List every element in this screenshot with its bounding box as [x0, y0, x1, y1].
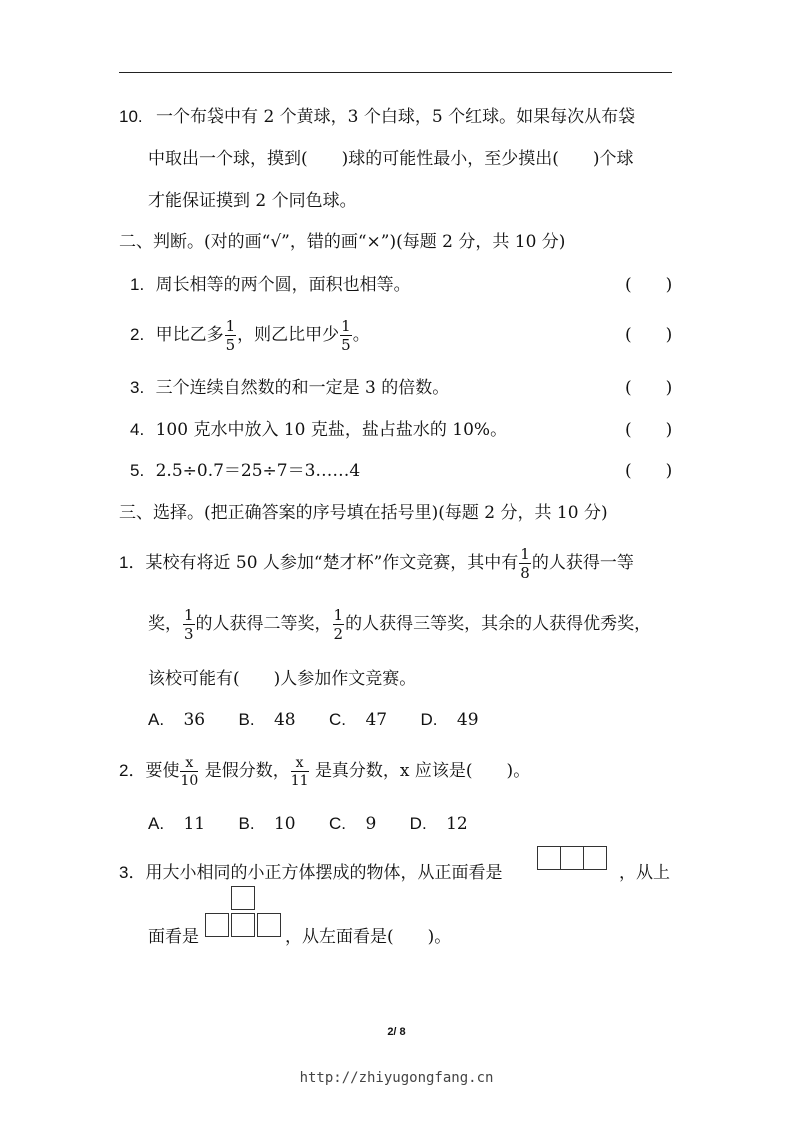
- judge-answer-4[interactable]: ( ): [625, 420, 673, 440]
- fraction-x-over-10: $\frac{x}{10}$: [180, 754, 199, 789]
- q10-line2: 中取出一个球，摸到( )球的可能性最小，至少摸出( )个球: [148, 149, 634, 169]
- choice-q1-text-3: 奖，: [148, 614, 182, 634]
- judge-item-2-number: 2.: [130, 325, 145, 344]
- front-view-cube: [583, 846, 607, 870]
- option-a[interactable]: A. 36: [148, 710, 206, 730]
- choice-q1-text-5: 的人获得三等奖，其余的人获得优秀奖，: [345, 614, 652, 634]
- judge-answer-2[interactable]: ( ): [625, 325, 673, 345]
- judge-answer-3[interactable]: ( ): [625, 378, 673, 398]
- judge-item-1: [130, 274, 411, 296]
- fraction-one-fifth: $\frac{1}{5}$: [225, 316, 236, 354]
- option-b[interactable]: B. 10: [238, 814, 296, 834]
- choice-q1-text-4: 的人获得二等奖，: [195, 614, 332, 634]
- judge-item-1-text: 周长相等的两个圆，面积也相等。: [155, 275, 411, 295]
- q10-line1: [119, 106, 635, 128]
- header-rule: [119, 72, 672, 73]
- judge-item-3: [130, 377, 449, 399]
- choice-q1-line2: [148, 605, 651, 643]
- option-b[interactable]: B. 48: [238, 710, 296, 730]
- q10-text-1: 一个布袋中有 2 个黄球，3 个白球，5 个红球。如果每次从布袋: [156, 107, 636, 127]
- judge-item-4-text: 100 克水中放入 10 克盐，盐占盐水的 10%。: [155, 420, 508, 440]
- choice-q2-options: [148, 813, 496, 835]
- judge-item-3-number: 3.: [130, 378, 145, 397]
- top-view-figure: [205, 886, 285, 940]
- judge-answer-1[interactable]: ( ): [625, 275, 673, 295]
- judge-item-3-text: 三个连续自然数的和一定是 3 的倍数。: [155, 378, 450, 398]
- choice-q1-number: 1．: [119, 553, 146, 572]
- top-view-cube: [257, 913, 281, 937]
- section2-title: 二、判断。(对的画“√”，错的画“×”)(每题 2 分，共 10 分): [119, 232, 566, 252]
- option-c[interactable]: C. 47: [329, 710, 388, 730]
- section3-title: 三、选择。(把正确答案的序号填在括号里)(每题 2 分，共 10 分): [119, 503, 608, 523]
- q10-number: 10.: [119, 107, 143, 126]
- judge-item-4: [130, 419, 507, 441]
- choice-q1-line3: 该校可能有( )人参加作文竞赛。: [148, 669, 417, 689]
- choice-q2-text-2: 是假分数，: [204, 761, 290, 781]
- option-c[interactable]: C. 9: [329, 814, 377, 834]
- front-view-cube: [537, 846, 561, 870]
- fraction-one-fifth-2: $\frac{1}{5}$: [341, 316, 351, 354]
- judge-item-2-pre: 甲比乙多: [155, 325, 224, 345]
- judge-item-2: [130, 316, 370, 354]
- front-view-cube: [560, 846, 584, 870]
- judge-item-2-post: 。: [352, 325, 370, 345]
- fraction-one-third: $\frac{1}{3}$: [184, 605, 194, 643]
- judge-item-2-mid: ，则乙比甲少: [237, 325, 340, 345]
- option-d[interactable]: D. 49: [420, 710, 479, 730]
- fraction-one-eighth: $\frac{1}{8}$: [520, 544, 530, 582]
- top-view-cube: [205, 913, 229, 937]
- choice-q2-number: 2．: [119, 761, 146, 780]
- judge-item-1-number: 1.: [130, 275, 145, 294]
- choice-q3-number: 3．: [119, 863, 146, 882]
- page-number: 2/ 8: [387, 1026, 406, 1038]
- choice-q3-text-4: ，从左面看是( )。: [285, 927, 452, 947]
- judge-item-5-text: 2.5÷0.7＝25÷7＝3……4: [155, 461, 361, 481]
- fraction-one-half: $\frac{1}{2}$: [333, 605, 344, 643]
- choice-q3-text-1: 用大小相同的小正方体摆成的物体，从正面看是: [145, 863, 503, 883]
- choice-q3-text-3: 面看是: [148, 927, 199, 947]
- judge-item-5-number: 5.: [130, 461, 145, 480]
- choice-q1-text-1: 某校有将近 50 人参加“楚才杯”作文竞赛，其中有: [145, 553, 519, 573]
- option-d[interactable]: D. 12: [409, 814, 468, 834]
- judge-item-4-number: 4.: [130, 420, 145, 439]
- choice-q2-text-1: 要使: [145, 761, 180, 781]
- fraction-x-over-11: $\frac{x}{11}$: [290, 754, 309, 789]
- choice-q1-text-2: 的人获得一等: [531, 553, 634, 573]
- choice-q2-line1: [119, 752, 530, 790]
- q10-line3: 才能保证摸到 2 个同色球。: [148, 191, 357, 211]
- option-a[interactable]: A. 11: [148, 814, 206, 834]
- choice-q2-text-3: 是真分数，x 应该是( )。: [314, 761, 531, 781]
- choice-q3-line1: [119, 862, 502, 884]
- front-view-figure: [537, 846, 607, 870]
- choice-q1-options: [148, 709, 507, 731]
- choice-q1-line1: [119, 544, 634, 582]
- judge-item-5: [130, 460, 360, 482]
- top-view-cube: [231, 886, 255, 910]
- top-view-cube: [231, 913, 255, 937]
- footer-url[interactable]: http://zhiyugongfang.cn: [299, 1070, 494, 1086]
- choice-q3-text-2: ，从上: [619, 863, 670, 883]
- judge-answer-5[interactable]: ( ): [625, 461, 673, 481]
